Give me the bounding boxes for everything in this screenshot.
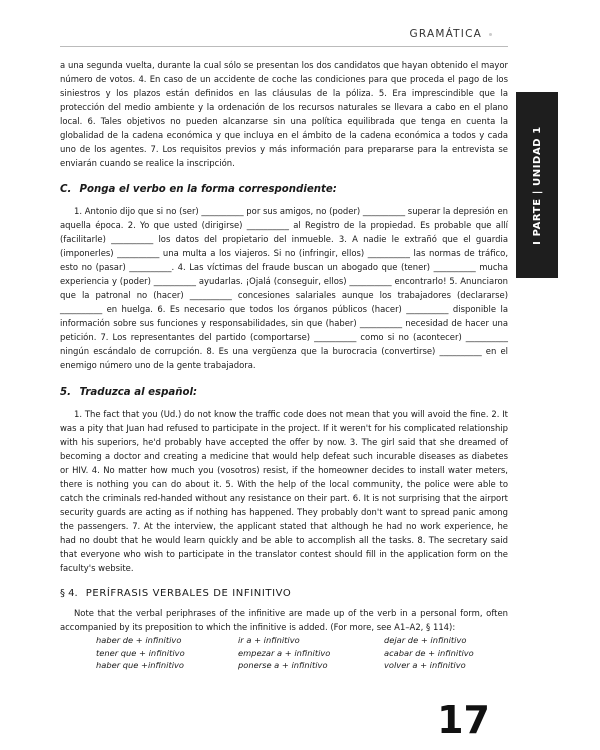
running-header: GRAMÁTICA: [409, 28, 482, 40]
chapter-side-tab: [516, 92, 558, 278]
section-c-heading: Ponga el verbo en la forma correspondiente:: [79, 184, 337, 195]
section-4-heading: PERÍFRASIS VERBALES DE INFINITIVO: [85, 588, 292, 599]
periphrasis-item: volver a + infinitivo: [384, 660, 466, 670]
chapter-side-tab-label: I PARTE | UNIDAD 1: [531, 125, 543, 245]
periphrasis-item: tener que + infinitivo: [96, 647, 185, 658]
section-c-letter: C.: [60, 184, 72, 195]
section-c-title: [60, 183, 508, 197]
periphrasis-item: ponerse a + infinitivo: [238, 660, 328, 670]
section-5-exercise: 1. The fact that you (Ud.) do not know the traffic code does not mean that you will avoid the fine. 2. It was a pity that Juan had refused to participate in the project. If it weren't for his complicated relationship with his superiors, he'd probably have accepted the offer by now. 3. The girl said that she dreamed of becoming a doctor and creating a medicine that would help defeat such incurable diseases as diabetes or HIV. 4. No matter how much you (vosotros) resist, if the homeowner decides to install water meters, there is nothing you can do about it. 5. With the help of the local community, the police were able to catch the criminals red-handed without any resistance on their part. 6. It is not surprising that the airport security guards are acting as if nothing has happened. They probably don't want to spread panic among the passengers. 7. At the interview, the applicant stated that although he had no work experience, he had no doubt that he would learn quickly and be able to accomplish all the tasks. 8. The secretary said that everyone who wish to participate in the translator contest should fill in the application form on the faculty's website.: [60, 409, 508, 573]
section-4-title: [60, 587, 508, 601]
periphrases-list: [96, 634, 508, 672]
periphrasis-item: haber de + infinitivo: [96, 635, 182, 645]
page-number: 17: [437, 698, 490, 742]
section-5-title: [60, 386, 508, 400]
periphrasis-item: dejar de + infinitivo: [384, 635, 467, 645]
header-rule: [60, 46, 508, 47]
periphrasis-item: acabar de + infinitivo: [384, 647, 474, 658]
page-content: [60, 58, 508, 672]
periphrasis-item: ir a + infinitivo: [238, 635, 300, 645]
periphrasis-item: haber que +infinitivo: [96, 660, 185, 670]
section-4-explanation: Note that the verbal periphrases of the infinitive are made up of the verb in a personal form, often accompanied by its preposition to which the infinitive is added. (For more, see A1–A2, § 114):: [60, 608, 508, 632]
periphrasis-item: empezar a + infinitivo: [238, 647, 331, 658]
section-5-heading: Traduzca al español:: [79, 387, 198, 398]
section-5-letter: 5.: [60, 387, 71, 398]
section-c-exercise: 1. Antonio dijo que si no (ser) __________ por sus amigos, no (poder) __________ superar la depresión en aquella época. 2. Yo que usted (dirigirse) __________ al Registro de la propiedad. Es probable que allí (facilitarle) __________ los datos del propietario del inmueble. 3. A nadie le extrañó que el guardia (imponerles) __________ una multa a los viajeros. Si no (infringir, ellos) __________ las normas de tráfico, esto no (pasar) __________. 4. Las víctimas del fraude buscan un abogado que (tener) __________ mucha experiencia y (poder) __________ ayudarlas. ¡Ojalá (conseguir, ellos) __________ encontrarlo! 5. Anunciaron que la patronal no (hacer) __________ concesiones salariales aunque los trabajadores (declararse) __________ en huelga. 6. Es necesario que todos los órganos públicos (hacer) __________ disponible la información sobre sus funciones y responsabilidades, sin que (haber) __________ necesidad de hacer una petición. 7. Los representantes del partido (comportarse) __________ como si no (acontecer) __________ ningún escándalo de corrupción. 8. Es una vergüenza que la burocracia (convertirse) __________ en el enemigo número uno de la gente trabajadora.: [60, 206, 508, 370]
header-dot: [489, 33, 492, 36]
intro-paragraph: a una segunda vuelta, durante la cual sólo se presentan los dos candidatos que hayan obtenido el mayor número de votos. 4. En caso de un accidente de coche las condiciones para que proceda el pago de los siniestros y los plazos están definidos en las cláusulas de la póliza. 5. Era imprescindible que la protección del medio ambiente y la ordenación de los recursos naturales se llevara a cabo en el plano local. 6. Tales objetivos no pueden alcanzarse sin una política equilibrada que tenga en cuenta la globalidad de la cadena económica y que incluya en el ámbito de la cadena económica a todos y cada uno de los agentes. 7. Los requisitos previos y más información para prepararse para la entrevista se enviarán cuando se realice la inscripción.: [60, 60, 508, 168]
section-4-number: § 4.: [60, 588, 78, 599]
